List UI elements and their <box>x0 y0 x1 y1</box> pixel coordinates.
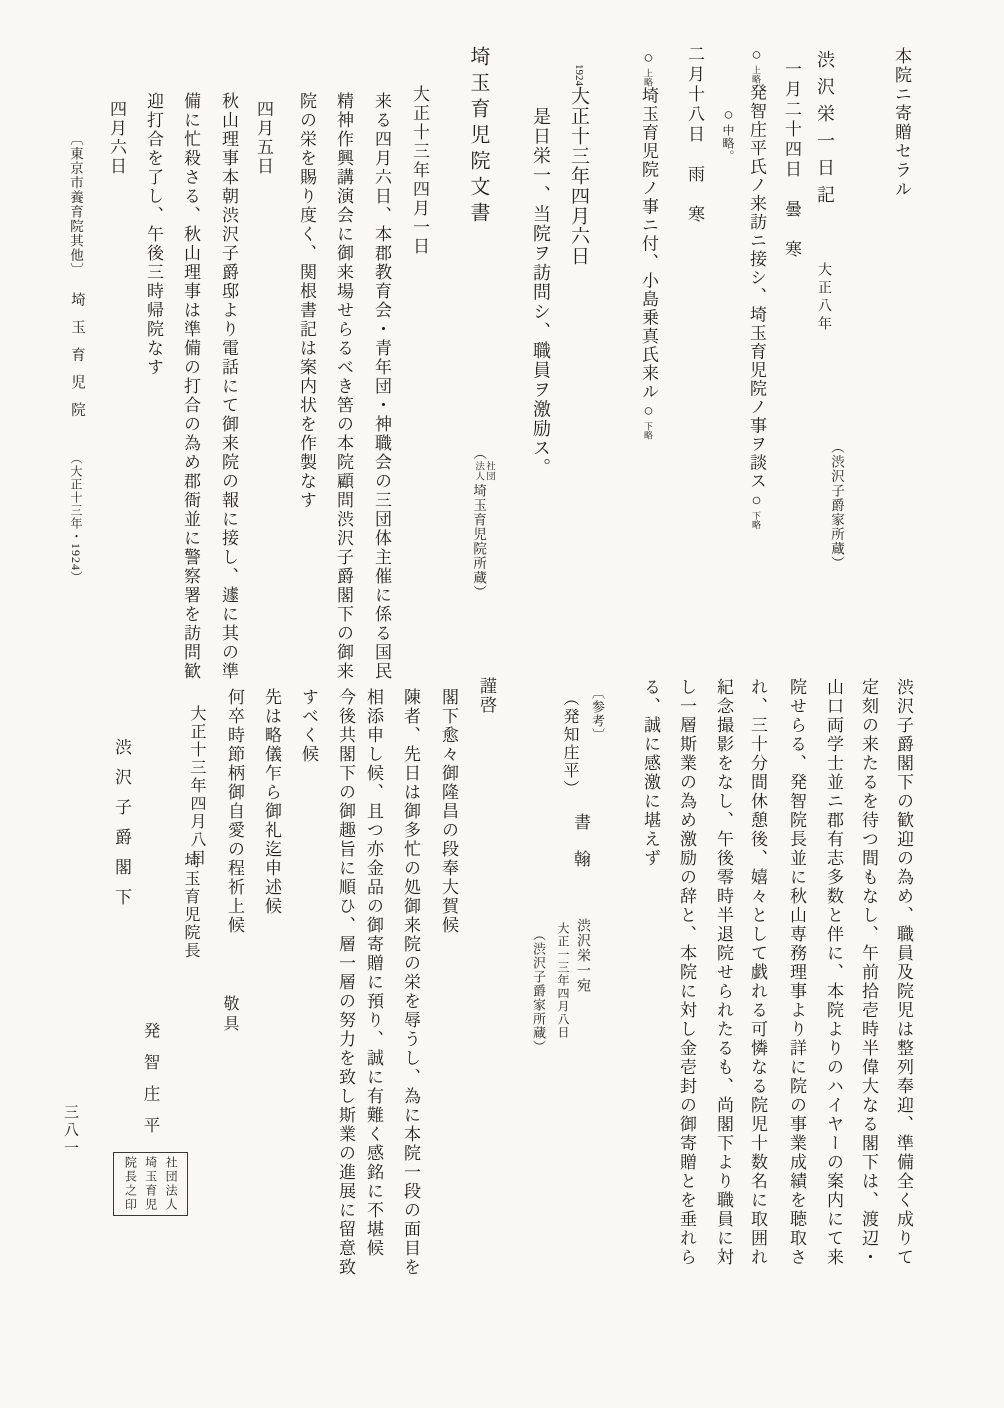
bunsho-line: 来る四月六日、本郡教育会・青年団・神職会の三団体主催に係る国民 <box>372 92 391 681</box>
bunsho-source-rest: 埼玉育児院所蔵） <box>471 483 487 600</box>
omission-circle: ○ <box>639 401 658 422</box>
letter-signature-org: 埼玉育児院長 <box>182 852 199 960</box>
letter-line: 先は略儀乍ら御礼迄申述候 <box>262 688 281 916</box>
letter-closing: 敬具 <box>221 995 238 1035</box>
reference-label: 〔参考〕 <box>590 686 605 742</box>
diary-source: （渋沢子爵家所蔵） <box>829 440 844 571</box>
diary-era: 大正八年 <box>816 262 831 334</box>
letter-line: すべく候 <box>299 688 318 764</box>
bunsho-entry3-line: 山口両学士並ニ郡有志多数と伴に、本院よりのハイヤーの案内にて来 <box>824 678 843 1267</box>
reference-date: 大正一三年四月八日 <box>556 922 570 1039</box>
omission-circle: ○ <box>747 45 766 66</box>
colophon-bracket: 〔東京市養育院其他〕 <box>68 132 83 277</box>
omission-note-lower: 下略 <box>643 421 653 440</box>
letter-line: 陳者、先日は御多忙の処御来院の栄を辱うし、為に本院一段の面目を <box>401 688 420 1277</box>
bunsho-title: 埼玉育児院文書 <box>467 46 489 228</box>
page-number: 三八一 <box>62 1104 78 1158</box>
letter-opening: 謹啓 <box>477 677 496 715</box>
bunsho-entry3-line: 渋沢子爵閣下の歓迎の為め、職員及院児は整列奉迎、準備全く成りて <box>894 678 913 1267</box>
diary-entry2-text: 埼玉育児院ノ事ニ付、小島乗真氏来ル <box>639 86 658 401</box>
event-date-heading: 大正十三年四月六日 <box>568 86 589 266</box>
bunsho-date3: 四月六日 <box>107 100 126 176</box>
bunsho-entry3-line: 定刻の来たるを待つ間もなし、午前拾壱時半偉大なる閣下は、渡辺・ <box>859 678 878 1267</box>
event-summary: 是日栄一、当院ヲ訪問シ、職員ヲ激励ス。 <box>531 107 551 478</box>
reference-addressee: 渋沢栄一宛 <box>575 918 590 993</box>
reference-doc-type: 書翰 <box>571 813 590 887</box>
bunsho-entry3-line: る、誠に感激に堪えず <box>641 678 660 868</box>
diary-entry1-body <box>748 45 765 529</box>
reference-source: （渋沢子爵家所蔵） <box>531 928 546 1054</box>
director-seal: 社団法人埼玉育児院長之印 <box>113 1152 188 1216</box>
bunsho-line: 院の栄を賜り度く、関根書記は案内状を作製なす <box>297 92 316 510</box>
bunsho-entry3-line: 院せらる、発智院長並に秋山専務理事より詳に院の事業成績を聴取さ <box>787 678 806 1267</box>
bunsho-entry3-line: し一層斯業の為め激励の辞と、本院に対し金壱封の御寄贈とを垂れら <box>677 678 696 1267</box>
paren-open: （ <box>471 446 487 461</box>
omission-circle: ○ <box>719 105 738 124</box>
diary-entry2-date: 二月十八日 雨 寒 <box>685 45 704 225</box>
bunsho-source <box>472 446 494 600</box>
bunsho-date2: 四月五日 <box>254 100 273 176</box>
colophon-year: （大正十三年・1924） <box>69 452 83 584</box>
letter-date: 大正十三年四月八日 <box>188 705 205 867</box>
diary-entry1-text: 発智庄平氏ノ来訪ニ接シ、埼玉育児院ノ事ヲ談ス <box>747 83 766 491</box>
omission-note-upper: 上略 <box>643 68 653 87</box>
letter-signature-name: 発智庄平 <box>141 1022 160 1148</box>
diary-title: 渋沢栄一日記 <box>815 50 835 212</box>
omission-note-middle: 中略。 <box>721 124 735 163</box>
diary-entry2-body <box>640 48 657 440</box>
omission-circle: ○ <box>747 490 766 511</box>
bunsho-entry3-line: れ、三十分間休憩後、嬉々として戯れる可憐なる院児十数名に取囲れ <box>748 678 767 1267</box>
margin-note: 本院ニ寄贈セラル <box>892 47 911 199</box>
diary-entry1-date: 一月二十四日 曇 寒 <box>782 60 801 260</box>
letter-addressee: 渋沢子爵閣下 <box>112 738 131 918</box>
colophon-name: 埼玉育児院 <box>69 292 85 430</box>
bunsho-line: 備に忙殺さる、秋山理事は準備の打合の為め郡衙並に警察署を訪問歓 <box>181 92 200 681</box>
event-year-gregorian: 1924 <box>573 64 585 86</box>
bunsho-date1: 大正十三年四月一日 <box>410 85 429 256</box>
omission-note-lower: 下略 <box>751 511 761 529</box>
bunsho-entry3-line: 紀念撮影をなし、午後零時半退院せられたるも、尚閣下より職員に対 <box>714 678 733 1267</box>
omission-middle <box>720 105 737 163</box>
omission-note-upper: 上略 <box>751 65 761 84</box>
letter-line: 閣下愈々御隆昌の段奉大賀候 <box>439 688 458 935</box>
reference-author: （発知庄平） <box>561 690 578 798</box>
bunsho-line: 精神作興講演会に御来場せらるべき筈の本院顧問渋沢子爵閣下の御来 <box>334 92 353 681</box>
bunsho-line: 迎打合を了し、午後三時帰院なす <box>144 92 163 377</box>
letter-line: 何卒時節柄御自愛の程祈上候 <box>225 688 244 935</box>
org-type-small: 社団法人 <box>473 460 494 481</box>
letter-line: 今後共閣下の御趣旨に順ひ、層一層の努力を致し斯業の進展に留意致 <box>336 688 355 1277</box>
omission-circle: ○ <box>639 48 658 69</box>
bunsho-line: 秋山理事本朝渋沢子爵邸より電話にて御来院の報に接し、遽に其の準 <box>219 92 238 681</box>
letter-line: 相添申し候、且つ亦金品の御寄贈に預り、誠に有難く感銘に不堪候 <box>364 688 383 1258</box>
